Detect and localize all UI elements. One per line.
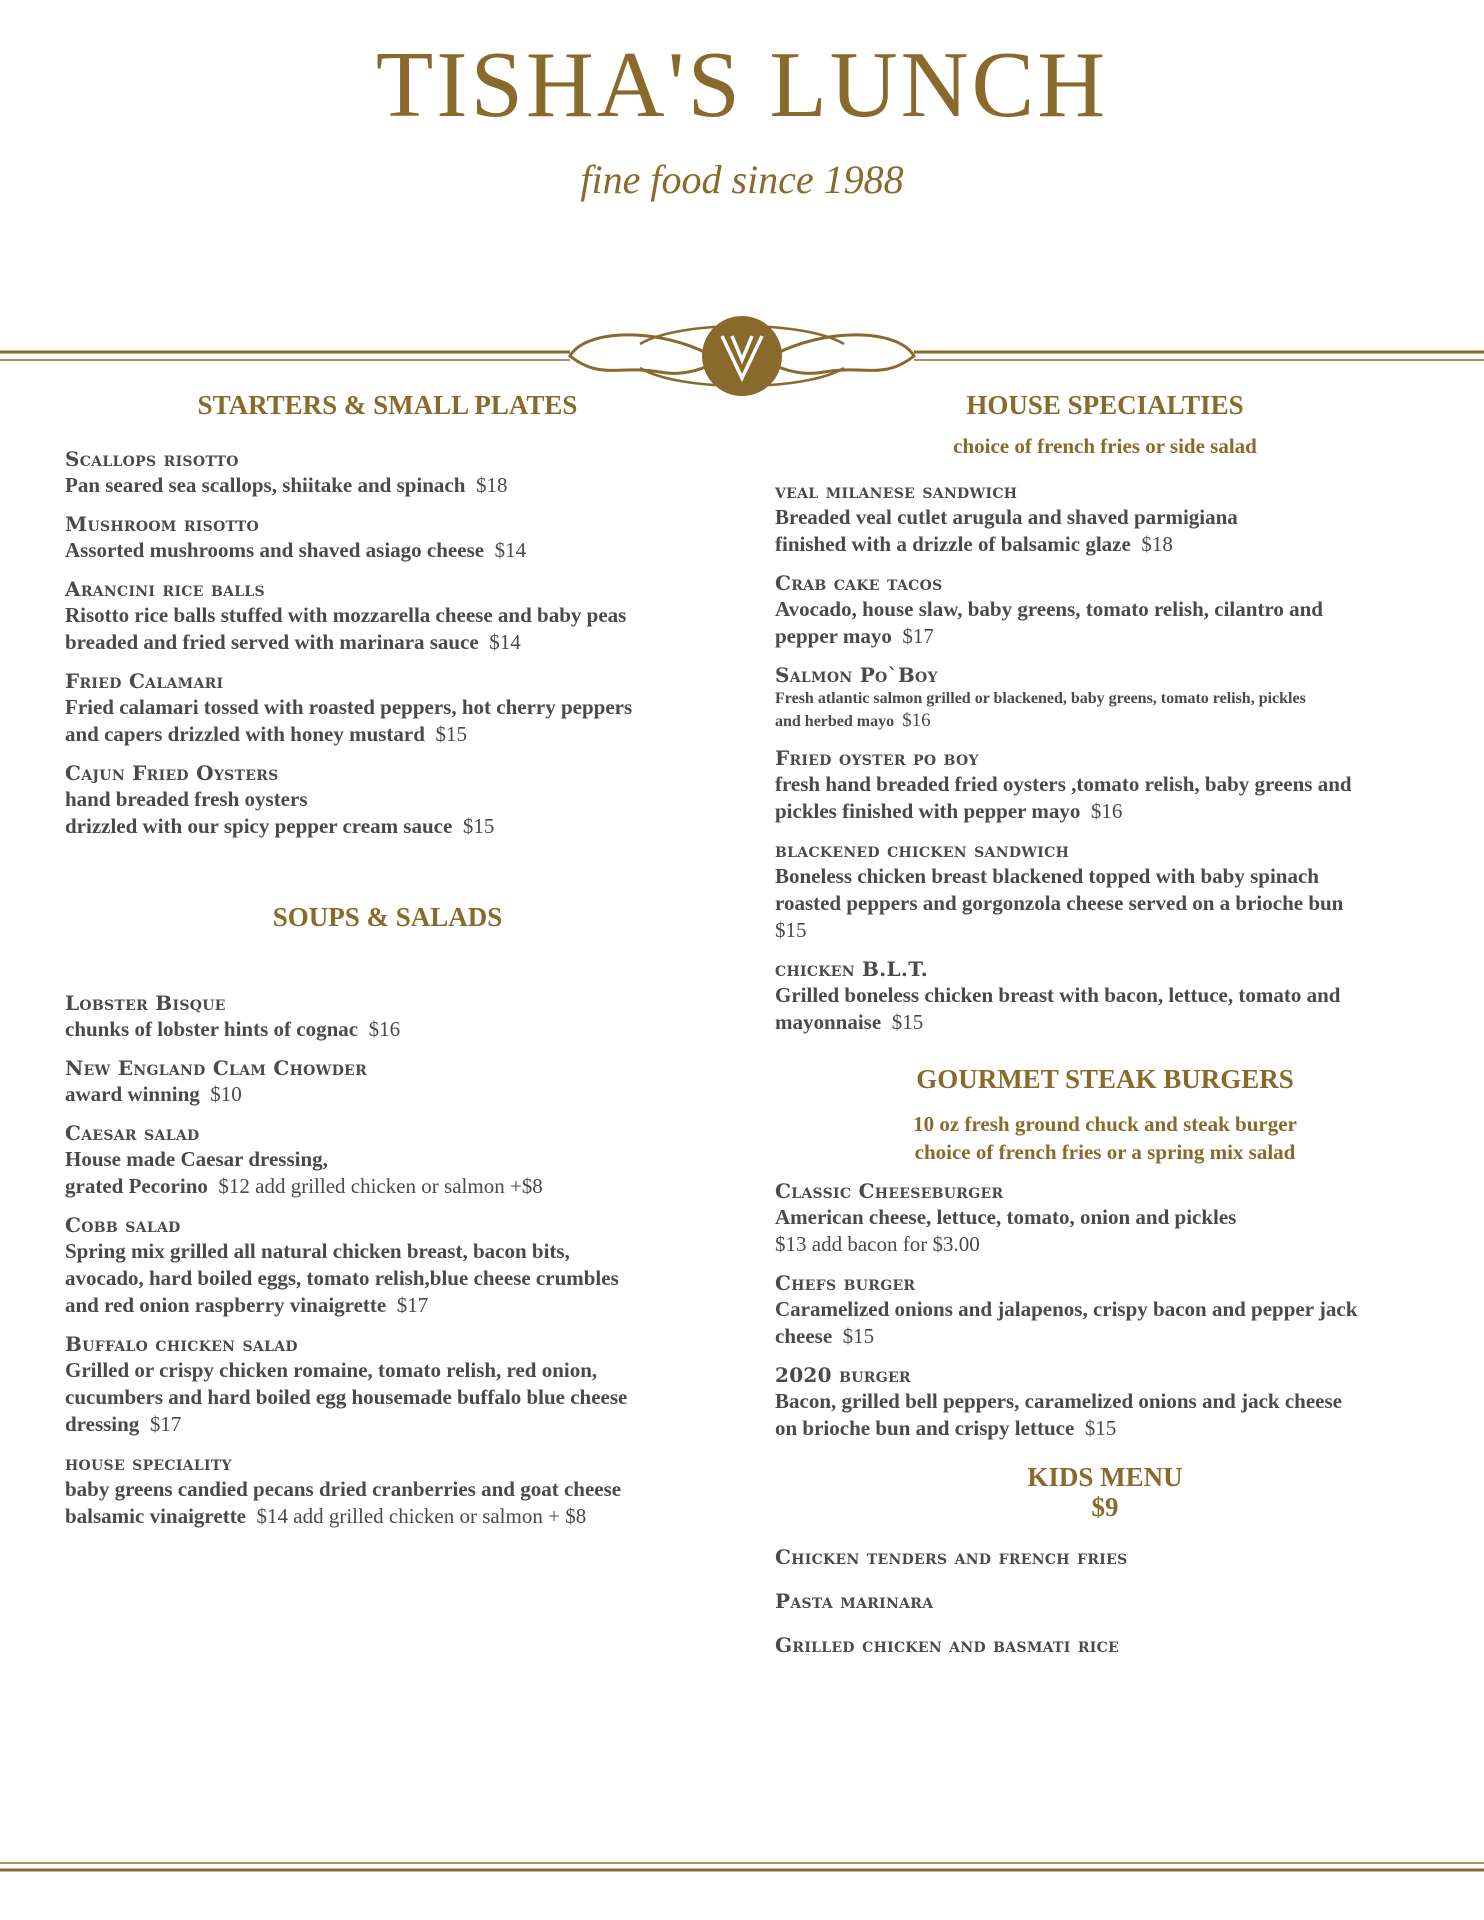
item-description: Breaded veal cutlet arugula and shaved parmigiana finished with a drizzle of balsamic glaze $18 — [775, 505, 1238, 556]
item-price: $16 — [368, 1017, 401, 1041]
item-description: hand breaded fresh oysters drizzled with our spicy pepper cream sauce $15 — [65, 787, 495, 838]
item-price: $17 — [396, 1293, 429, 1317]
kids-item: Chicken tenders and french fries — [775, 1545, 1128, 1569]
soups-section — [65, 900, 710, 1530]
item-price: $12 add grilled chicken or salmon +$8 — [218, 1174, 543, 1198]
item-description: baby greens candied pecans dried cranberries and goat cheese balsamic vinaigrette $14 add grilled chicken or salmon + $8 — [65, 1477, 622, 1528]
section-subtitle: choice of french fries or a spring mix salad — [914, 1140, 1296, 1164]
item-price: $10 — [210, 1082, 242, 1106]
kids-item: Grilled chicken and basmati rice — [775, 1633, 1120, 1657]
item-description: Risotto rice balls stuffed with mozzarella cheese and baby peas breaded and fried served with marinara sauce $14 — [65, 603, 627, 654]
item-price: $13 add bacon for $3.00 — [775, 1232, 980, 1256]
starters-section — [65, 388, 710, 840]
menu-item — [65, 760, 710, 840]
item-price: $18 — [475, 473, 508, 497]
burgers-section — [775, 1062, 1435, 1442]
kids-menu-section — [775, 1462, 1435, 1658]
item-price: $15 — [775, 918, 807, 942]
item-name: blackened chicken sandwich — [775, 838, 1070, 862]
menu-item — [65, 1120, 710, 1200]
menu-item — [65, 668, 710, 748]
item-name: Chefs burger — [775, 1271, 916, 1295]
item-name: 2020 burger — [775, 1363, 911, 1387]
kids-item: Pasta marinara — [775, 1589, 934, 1613]
item-name: Classic Cheeseburger — [775, 1179, 1004, 1203]
item-name: Crab cake tacos — [775, 571, 943, 595]
menu-item — [65, 990, 710, 1043]
item-name: veal milanese sandwich — [775, 479, 1018, 503]
item-description: Grilled boneless chicken breast with bacon, lettuce, tomato and mayonnaise $15 — [775, 983, 1341, 1034]
item-price: $14 — [489, 630, 521, 654]
item-price: $16 — [902, 710, 931, 731]
menu-item — [65, 1212, 710, 1319]
item-name: Fried Calamari — [65, 669, 224, 693]
item-description: Boneless chicken breast blackened topped with baby spinach roasted peppers and gorgonzola cheese served on a brioche bun $15 — [775, 864, 1344, 942]
item-description: Avocado, house slaw, baby greens, tomato relish, cilantro and pepper mayo $17 — [775, 597, 1323, 648]
item-description: Spring mix grilled all natural chicken breast, bacon bits, avocado, hard boiled eggs, tomato relish,blue cheese crumbles and red onion raspberry vinaigrette $17 — [65, 1239, 619, 1317]
item-name: Lobster Bisque — [65, 991, 226, 1015]
item-name: New England Clam Chowder — [65, 1056, 368, 1080]
item-price: $15 — [1084, 1416, 1117, 1440]
item-name: Salmon Po`Boy — [775, 663, 938, 687]
menu-item — [65, 446, 710, 499]
item-name: Cajun Fried Oysters — [65, 761, 279, 785]
item-price: $17 — [902, 624, 934, 648]
item-name: Mushroom risotto — [65, 512, 259, 536]
item-description: Grilled or crispy chicken romaine, tomato relish, red onion, cucumbers and hard boiled egg housemade buffalo blue cheese dressing $17 — [65, 1358, 628, 1436]
item-name: Caesar salad — [65, 1121, 200, 1145]
menu-item — [775, 1178, 1435, 1258]
menu-item — [775, 662, 1435, 733]
right-column — [775, 388, 1435, 1658]
left-column — [65, 388, 710, 1530]
menu-item — [775, 1362, 1435, 1442]
item-name: Scallops risotto — [65, 447, 239, 471]
menu-item — [775, 478, 1435, 558]
item-description: House made Caesar dressing, grated Pecorino $12 add grilled chicken or salmon +$8 — [65, 1147, 543, 1198]
house-specialties-section — [775, 388, 1435, 1036]
item-description: Fresh atlantic salmon grilled or blackened, baby greens, tomato relish, pickles and herbed mayo $16 — [775, 690, 1306, 731]
item-price: $15 — [891, 1010, 924, 1034]
section-title-kids: KIDS MENU — [1027, 1462, 1183, 1492]
menu-item — [775, 745, 1435, 825]
menu-item — [775, 956, 1435, 1036]
menu-item — [775, 570, 1435, 650]
item-description: Fried calamari tossed with roasted peppers, hot cherry peppers and capers drizzled with honey mustard $15 — [65, 695, 633, 746]
item-description: Caramelized onions and jalapenos, crispy bacon and pepper jack cheese $15 — [775, 1297, 1358, 1348]
kids-menu-price: $9 — [1091, 1492, 1119, 1522]
item-description: Pan seared sea scallops, shiitake and spinach $18 — [65, 473, 508, 497]
item-description: chunks of lobster hints of cognac $16 — [65, 1017, 401, 1041]
item-description: fresh hand breaded fried oysters ,tomato relish, baby greens and pickles finished with pepper mayo $16 — [775, 772, 1352, 823]
item-name: chicken B.L.T. — [775, 957, 929, 981]
menu-item — [775, 837, 1435, 944]
bottom-rule — [0, 1860, 1484, 1874]
item-name: Cobb salad — [65, 1213, 181, 1237]
section-subtitle: 10 oz fresh ground chuck and steak burger — [913, 1112, 1297, 1136]
item-price: $15 — [842, 1324, 875, 1348]
menu-item — [65, 1055, 710, 1108]
menu-item — [65, 511, 710, 564]
item-price: $14 — [494, 538, 527, 562]
restaurant-title: TISHA'S LUNCH — [375, 33, 1109, 137]
menu-item — [65, 1450, 710, 1530]
menu-item — [775, 1270, 1435, 1350]
section-title-house: HOUSE SPECIALTIES — [966, 390, 1244, 420]
item-name: Arancini rice balls — [65, 577, 265, 601]
menu-item — [65, 1331, 710, 1438]
item-description: Bacon, grilled bell peppers, caramelized onions and jack cheese on brioche bun and crispy lettuce $15 — [775, 1389, 1342, 1440]
item-price: $15 — [435, 722, 467, 746]
item-price: $14 add grilled chicken or salmon + $8 — [256, 1504, 587, 1528]
item-name: house speciality — [65, 1451, 232, 1475]
item-price: $18 — [1141, 532, 1173, 556]
item-price: $17 — [149, 1412, 182, 1436]
section-subtitle: choice of french fries or side salad — [953, 434, 1257, 458]
item-description: Assorted mushrooms and shaved asiago cheese $14 — [65, 538, 527, 562]
item-description: American cheese, lettuce, tomato, onion and pickles $13 add bacon for $3.00 — [775, 1205, 1237, 1256]
section-title-burgers: GOURMET STEAK BURGERS — [916, 1064, 1294, 1094]
item-name: Fried oyster po boy — [775, 746, 979, 770]
item-description: award winning $10 — [65, 1082, 242, 1106]
section-title-starters: STARTERS & SMALL PLATES — [197, 390, 578, 420]
section-title-soups: SOUPS & SALADS — [272, 902, 503, 932]
item-price: $16 — [1090, 799, 1123, 823]
tagline: fine food since 1988 — [580, 157, 904, 202]
menu-item — [65, 576, 710, 656]
item-name: Buffalo chicken salad — [65, 1332, 298, 1356]
item-price: $15 — [462, 814, 495, 838]
